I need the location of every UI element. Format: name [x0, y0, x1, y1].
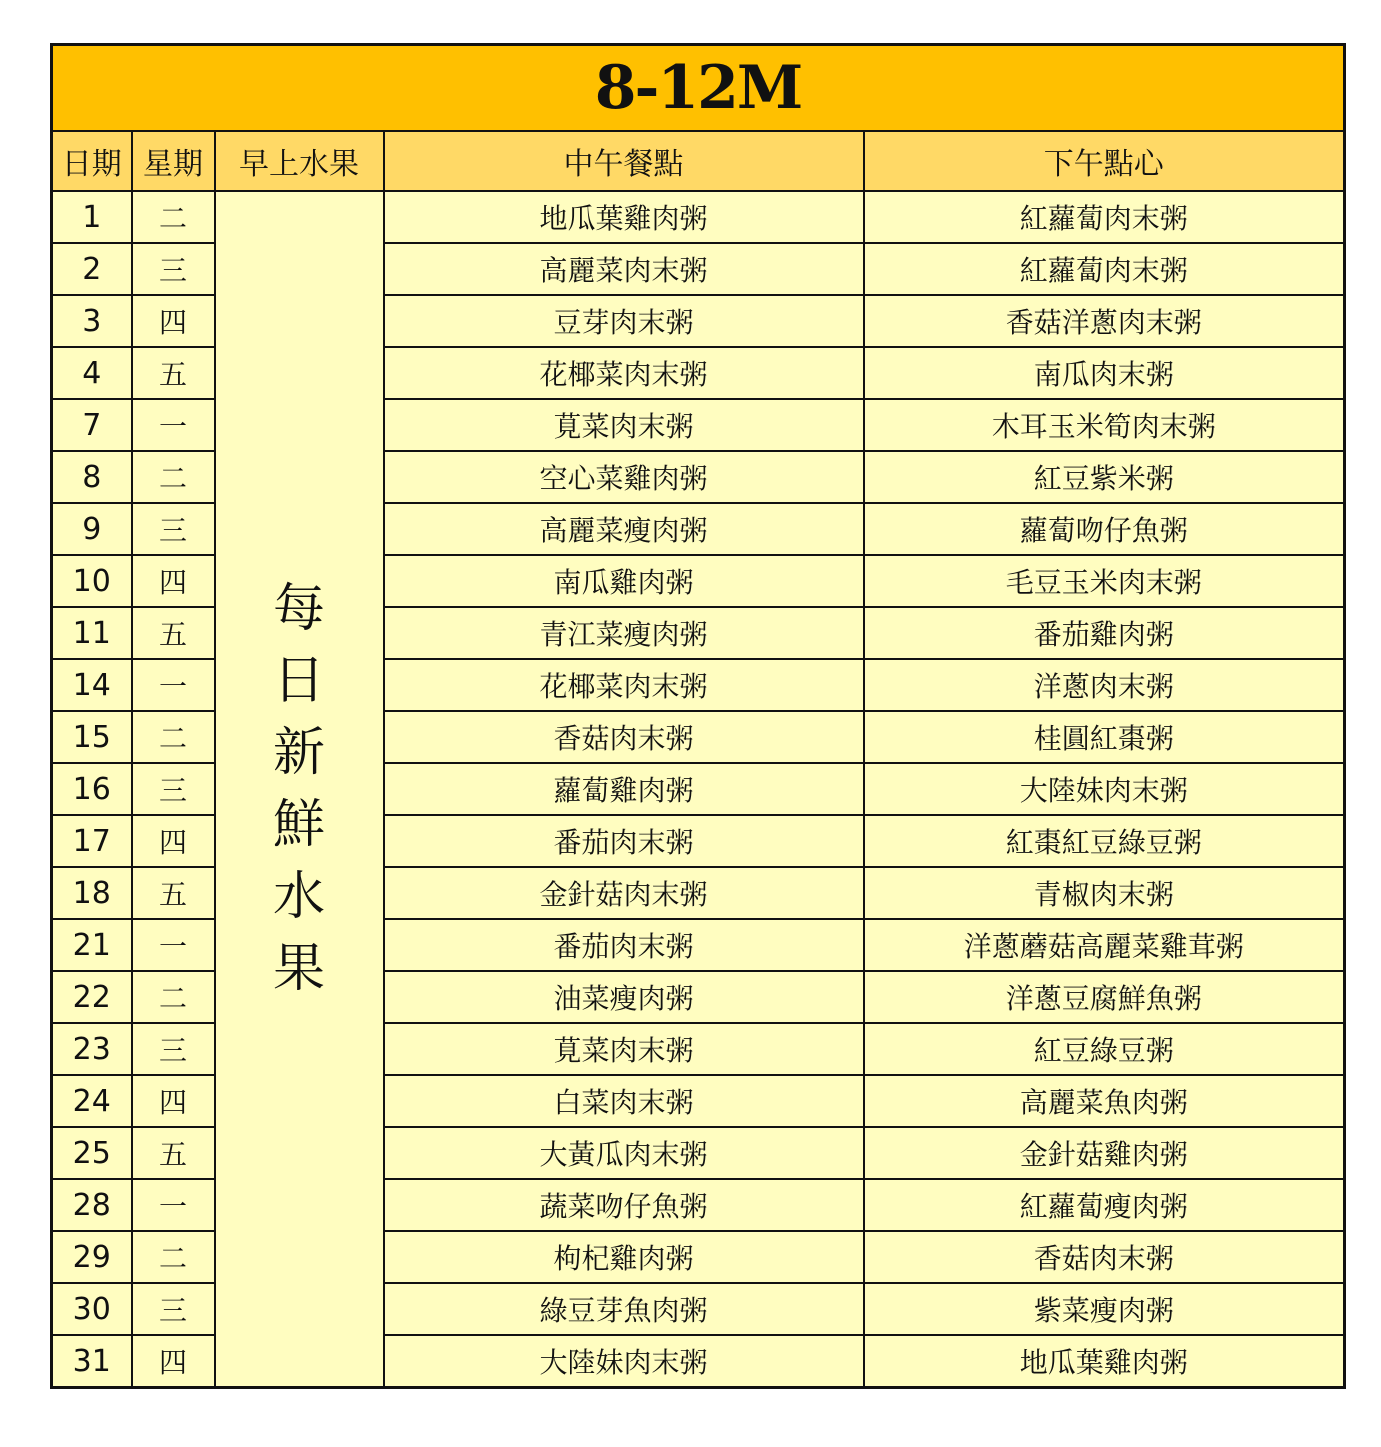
weekday-cell: 一	[132, 659, 215, 711]
lunch-cell: 青江菜瘦肉粥	[384, 607, 864, 659]
lunch-cell: 白菜肉末粥	[384, 1075, 864, 1127]
lunch-cell: 大黃瓜肉末粥	[384, 1127, 864, 1179]
weekday-cell: 四	[132, 555, 215, 607]
table-row	[52, 191, 1345, 243]
lunch-cell: 枸杞雞肉粥	[384, 1231, 864, 1283]
weekday-cell: 四	[132, 815, 215, 867]
weekday-cell: 三	[132, 763, 215, 815]
lunch-cell: 大陸妹肉末粥	[384, 1335, 864, 1388]
lunch-cell: 花椰菜肉末粥	[384, 347, 864, 399]
date-cell: 9	[52, 503, 132, 555]
lunch-cell: 綠豆芽魚肉粥	[384, 1283, 864, 1335]
header-date: 日期	[52, 131, 132, 191]
weekday-cell: 三	[132, 503, 215, 555]
weekday-cell: 五	[132, 867, 215, 919]
weekday-cell: 二	[132, 971, 215, 1023]
lunch-cell: 番茄肉末粥	[384, 815, 864, 867]
morning-fruit-char: 鮮	[272, 795, 325, 855]
snack-cell: 毛豆玉米肉末粥	[864, 555, 1345, 607]
lunch-cell: 南瓜雞肉粥	[384, 555, 864, 607]
lunch-cell: 香菇肉末粥	[384, 711, 864, 763]
weekday-cell: 二	[132, 711, 215, 763]
morning-fruit-char: 新	[272, 723, 325, 783]
snack-cell: 木耳玉米筍肉末粥	[864, 399, 1345, 451]
snack-cell: 紫菜瘦肉粥	[864, 1283, 1345, 1335]
snack-cell: 地瓜葉雞肉粥	[864, 1335, 1345, 1388]
snack-cell: 大陸妹肉末粥	[864, 763, 1345, 815]
header-lunch: 中午餐點	[384, 131, 864, 191]
lunch-cell: 莧菜肉末粥	[384, 1023, 864, 1075]
snack-cell: 高麗菜魚肉粥	[864, 1075, 1345, 1127]
weekday-cell: 二	[132, 1231, 215, 1283]
header-snack: 下午點心	[864, 131, 1345, 191]
weekday-cell: 四	[132, 295, 215, 347]
morning-fruit-char: 水	[272, 867, 325, 927]
lunch-cell: 豆芽肉末粥	[384, 295, 864, 347]
weekday-cell: 五	[132, 607, 215, 659]
morning-fruit-char: 日	[272, 651, 325, 711]
date-cell: 24	[52, 1075, 132, 1127]
weekday-cell: 三	[132, 1023, 215, 1075]
date-cell: 3	[52, 295, 132, 347]
snack-cell: 洋蔥肉末粥	[864, 659, 1345, 711]
weekday-cell: 三	[132, 243, 215, 295]
weekday-cell: 一	[132, 399, 215, 451]
lunch-cell: 蘿蔔雞肉粥	[384, 763, 864, 815]
lunch-cell: 空心菜雞肉粥	[384, 451, 864, 503]
date-cell: 25	[52, 1127, 132, 1179]
menu-body	[52, 191, 1345, 1388]
lunch-cell: 花椰菜肉末粥	[384, 659, 864, 711]
lunch-cell: 蔬菜吻仔魚粥	[384, 1179, 864, 1231]
date-cell: 21	[52, 919, 132, 971]
date-cell: 17	[52, 815, 132, 867]
lunch-cell: 高麗菜瘦肉粥	[384, 503, 864, 555]
snack-cell: 南瓜肉末粥	[864, 347, 1345, 399]
morning-fruit-cell	[215, 191, 384, 1388]
date-cell: 14	[52, 659, 132, 711]
date-cell: 28	[52, 1179, 132, 1231]
date-cell: 4	[52, 347, 132, 399]
snack-cell: 桂圓紅棗粥	[864, 711, 1345, 763]
snack-cell: 蘿蔔吻仔魚粥	[864, 503, 1345, 555]
date-cell: 11	[52, 607, 132, 659]
title-row	[52, 45, 1345, 132]
snack-cell: 金針菇雞肉粥	[864, 1127, 1345, 1179]
snack-cell: 紅棗紅豆綠豆粥	[864, 815, 1345, 867]
date-cell: 18	[52, 867, 132, 919]
lunch-cell: 莧菜肉末粥	[384, 399, 864, 451]
snack-cell: 香菇肉末粥	[864, 1231, 1345, 1283]
date-cell: 29	[52, 1231, 132, 1283]
lunch-cell: 番茄肉末粥	[384, 919, 864, 971]
date-cell: 30	[52, 1283, 132, 1335]
date-cell: 10	[52, 555, 132, 607]
lunch-cell: 金針菇肉末粥	[384, 867, 864, 919]
header-weekday: 星期	[132, 131, 215, 191]
weekday-cell: 四	[132, 1075, 215, 1127]
header-row	[52, 131, 1345, 191]
date-cell: 15	[52, 711, 132, 763]
weekday-cell: 五	[132, 347, 215, 399]
snack-cell: 洋蔥蘑菇高麗菜雞茸粥	[864, 919, 1345, 971]
snack-cell: 香菇洋蔥肉末粥	[864, 295, 1345, 347]
date-cell: 23	[52, 1023, 132, 1075]
morning-fruit-char: 果	[272, 939, 325, 999]
weekday-cell: 一	[132, 919, 215, 971]
date-cell: 7	[52, 399, 132, 451]
weekday-cell: 一	[132, 1179, 215, 1231]
date-cell: 8	[52, 451, 132, 503]
header-morning: 早上水果	[215, 131, 384, 191]
menu-title: 8-12M	[52, 45, 1345, 132]
snack-cell: 紅蘿蔔肉末粥	[864, 191, 1345, 243]
lunch-cell: 油菜瘦肉粥	[384, 971, 864, 1023]
snack-cell: 洋蔥豆腐鮮魚粥	[864, 971, 1345, 1023]
date-cell: 1	[52, 191, 132, 243]
lunch-cell: 地瓜葉雞肉粥	[384, 191, 864, 243]
date-cell: 2	[52, 243, 132, 295]
date-cell: 31	[52, 1335, 132, 1388]
morning-fruit-char: 每	[272, 579, 325, 639]
weekday-cell: 二	[132, 191, 215, 243]
meal-menu-table	[50, 43, 1346, 1389]
snack-cell: 紅蘿蔔瘦肉粥	[864, 1179, 1345, 1231]
snack-cell: 青椒肉末粥	[864, 867, 1345, 919]
snack-cell: 番茄雞肉粥	[864, 607, 1345, 659]
lunch-cell: 高麗菜肉末粥	[384, 243, 864, 295]
snack-cell: 紅豆綠豆粥	[864, 1023, 1345, 1075]
weekday-cell: 二	[132, 451, 215, 503]
date-cell: 22	[52, 971, 132, 1023]
date-cell: 16	[52, 763, 132, 815]
snack-cell: 紅蘿蔔肉末粥	[864, 243, 1345, 295]
snack-cell: 紅豆紫米粥	[864, 451, 1345, 503]
weekday-cell: 五	[132, 1127, 215, 1179]
weekday-cell: 四	[132, 1335, 215, 1388]
weekday-cell: 三	[132, 1283, 215, 1335]
